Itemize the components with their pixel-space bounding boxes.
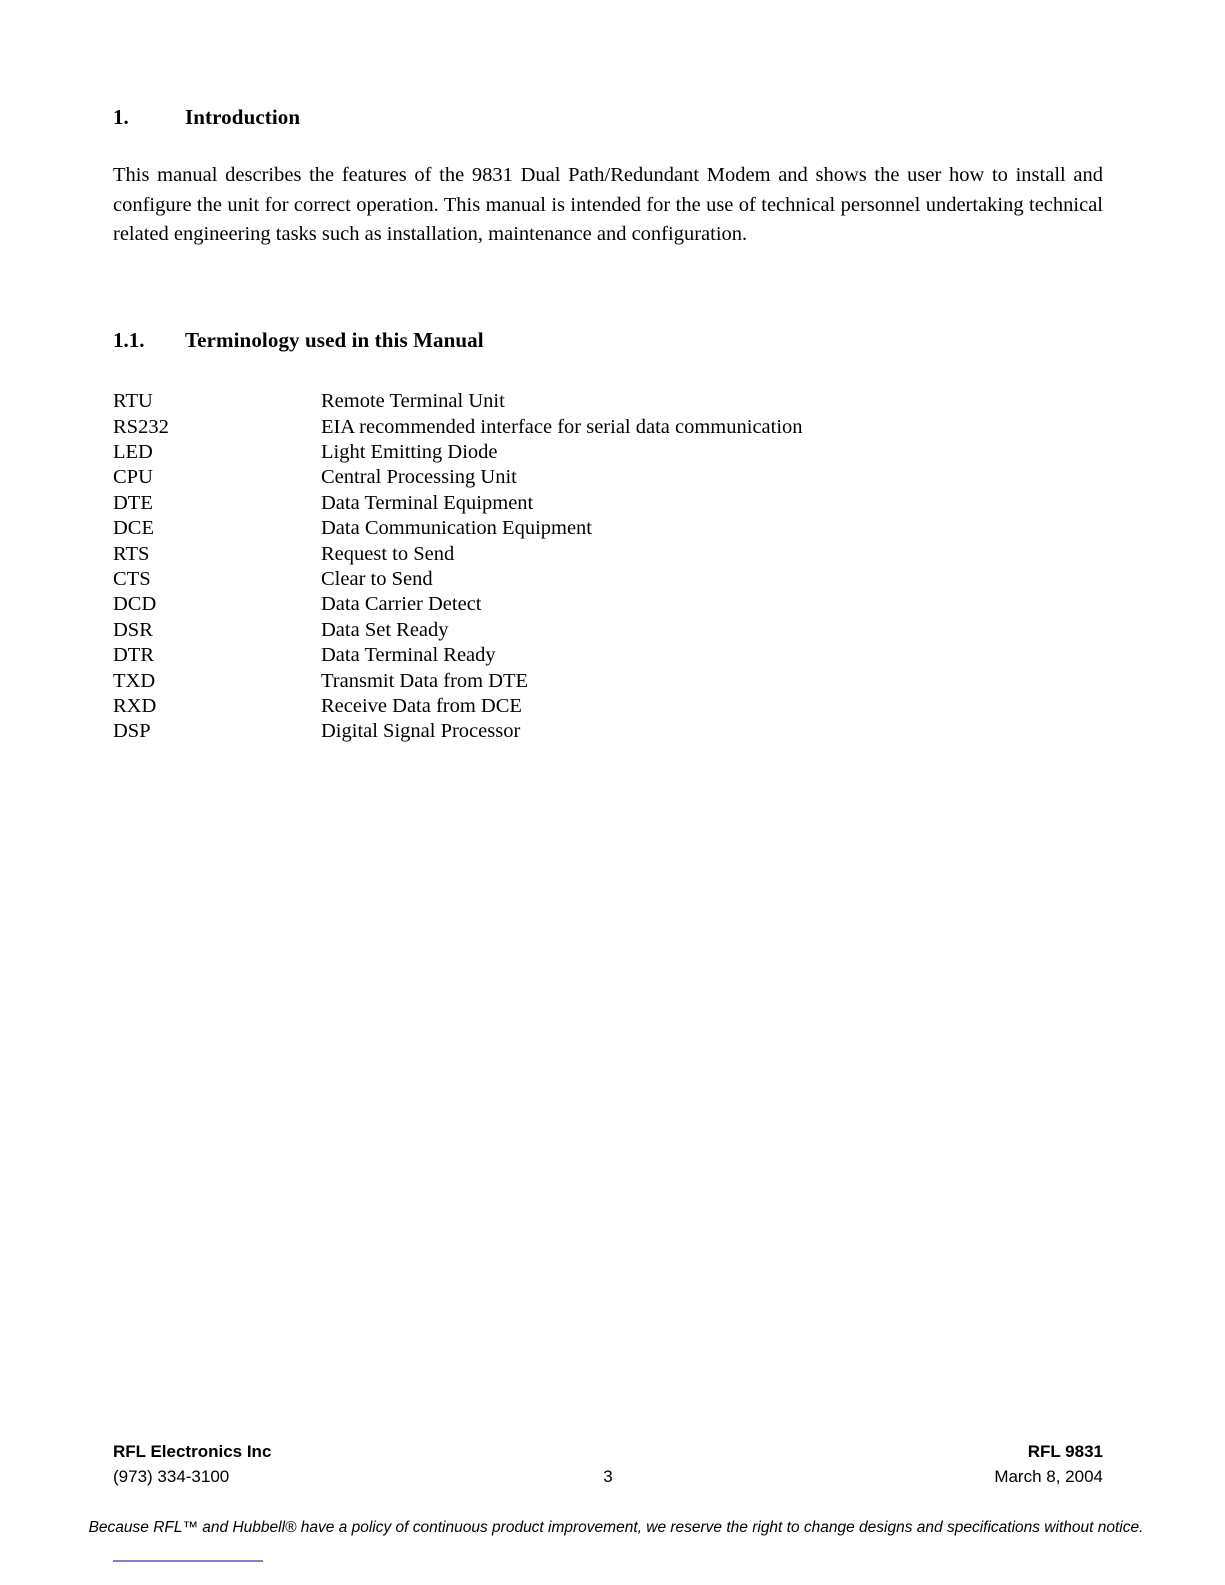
list-item	[113, 643, 1103, 668]
term-abbreviation: LED	[113, 440, 153, 463]
term-definition: Remote Terminal Unit	[321, 390, 505, 413]
list-item	[113, 389, 1103, 414]
term-abbreviation: CTS	[113, 568, 151, 590]
page-footer	[113, 1440, 1103, 1489]
term-definition: Data Communication Equipment	[321, 517, 593, 540]
term-definition: Transmit Data from DTE	[321, 669, 529, 692]
term-definition: Clear to Send	[321, 568, 433, 590]
footer-date: March 8, 2004	[994, 1466, 1103, 1486]
term-abbreviation: DSP	[113, 720, 151, 743]
footer-company: RFL Electronics Inc	[113, 1442, 272, 1461]
terminology-list	[113, 389, 1103, 745]
list-item	[113, 491, 1103, 516]
term-definition: Light Emitting Diode	[321, 440, 498, 463]
list-item	[113, 567, 1103, 592]
heading-terminology-text: Terminology used in this Manual	[185, 328, 484, 353]
heading-terminology	[113, 328, 1103, 353]
term-abbreviation: TXD	[113, 669, 156, 692]
term-abbreviation: RTU	[113, 390, 153, 413]
list-item	[113, 592, 1103, 617]
term-definition: Receive Data from DCE	[321, 695, 522, 718]
term-abbreviation: RS232	[113, 415, 169, 438]
heading-introduction-number: 1.	[113, 105, 129, 129]
term-abbreviation: RXD	[113, 695, 157, 718]
heading-introduction-text: Introduction	[185, 105, 301, 129]
term-definition: EIA recommended interface for serial data communication	[321, 415, 803, 438]
footer-row-top	[113, 1440, 1103, 1465]
term-abbreviation: DTE	[113, 491, 153, 514]
list-item	[113, 440, 1103, 465]
list-item	[113, 719, 1103, 744]
term-definition: Request to Send	[321, 542, 455, 565]
list-item	[113, 516, 1103, 541]
heading-terminology-number: 1.1.	[113, 328, 145, 353]
footer-disclaimer: Because RFL™ and Hubbell® have a policy of continuous product improvement, we reserve the right to change designs and specifications without notice.	[88, 1519, 1144, 1536]
page-content	[113, 105, 1103, 745]
footer-product: RFL 9831	[1027, 1442, 1103, 1461]
term-definition: Digital Signal Processor	[321, 720, 521, 743]
list-item	[113, 694, 1103, 719]
footer-rule	[113, 1552, 263, 1562]
list-item	[113, 415, 1103, 440]
heading-introduction	[113, 105, 1103, 130]
term-definition: Central Processing Unit	[321, 466, 517, 489]
page-number: 3	[603, 1466, 613, 1486]
term-abbreviation: DCE	[113, 517, 154, 540]
introduction-paragraph: This manual describes the features of the 9831 Dual Path/Redundant Modem and shows the user how to install and configure the unit for correct operation. This manual is intended for the use of technical personnel undertaking technical related engineering tasks such as installation, maintenance and configuration.	[113, 164, 1103, 246]
term-definition: Data Carrier Detect	[321, 593, 482, 616]
footer-row-bottom	[113, 1465, 1103, 1490]
term-definition: Data Terminal Equipment	[321, 491, 534, 514]
term-definition: Data Terminal Ready	[321, 644, 496, 667]
list-item	[113, 618, 1103, 643]
term-abbreviation: DSR	[113, 618, 153, 641]
term-definition: Data Set Ready	[321, 618, 449, 641]
list-item	[113, 465, 1103, 490]
term-abbreviation: DCD	[113, 593, 157, 616]
list-item	[113, 542, 1103, 567]
list-item	[113, 669, 1103, 694]
term-abbreviation: CPU	[113, 466, 153, 489]
term-abbreviation: RTS	[113, 542, 150, 565]
term-abbreviation: DTR	[113, 644, 154, 667]
footer-phone: (973) 334-3100	[113, 1466, 230, 1486]
